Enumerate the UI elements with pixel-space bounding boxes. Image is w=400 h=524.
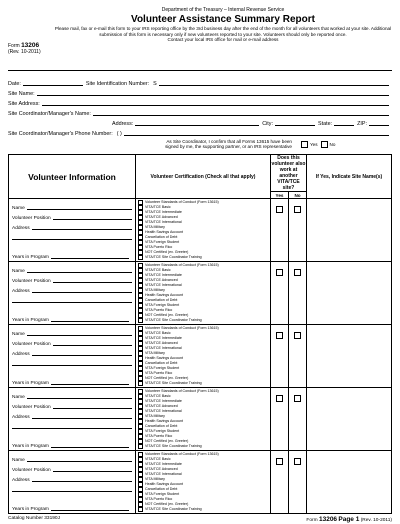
years-field[interactable] — [51, 315, 129, 322]
site-names-cell[interactable] — [307, 388, 392, 451]
volunteer-row — [9, 451, 392, 514]
site-name-field[interactable] — [37, 89, 389, 96]
footer-form-id — [306, 516, 392, 523]
certification-label: VITA Military — [145, 351, 165, 356]
phone-line — [124, 129, 389, 136]
site-name-label: Site Name: — [8, 91, 35, 97]
certification-label: VITA/TCE Advanced — [145, 341, 178, 346]
certification-label: Cancellation of Debt — [145, 487, 178, 492]
certification-label: Health Savings Account — [145, 356, 183, 361]
zip-label: ZIP: — [357, 121, 367, 127]
certification-label: VITA Foreign Student — [145, 240, 180, 245]
certification-cell — [136, 199, 271, 262]
col-certification: Volunteer Certification (Check all that apply) — [136, 155, 271, 199]
position-label: Volunteer Position — [12, 405, 51, 410]
certification-label: VITA/TCE Intermediate — [145, 336, 182, 341]
site-names-cell[interactable] — [307, 451, 392, 514]
certification-label: VITA Foreign Student — [145, 492, 180, 497]
certification-label: VITA/TCE International — [145, 346, 182, 351]
volunteer-row — [9, 262, 392, 325]
certification-label: VITA Foreign Student — [145, 429, 180, 434]
form-page — [8, 6, 392, 523]
other-site-no-checkbox[interactable] — [294, 206, 301, 213]
certification-label: VITA/TCE Advanced — [145, 467, 178, 472]
position-field[interactable] — [53, 276, 132, 283]
other-site-no-cell — [289, 451, 307, 514]
footer-revision: (Rev. 10-2011) — [360, 518, 392, 523]
position-field[interactable] — [53, 465, 132, 472]
department: Department of the Treasury – Internal Revenue Service — [161, 7, 285, 13]
certification-option[interactable] — [138, 381, 268, 386]
confirm-no-label: No — [329, 141, 336, 147]
certification-label: VITA/TCE Site Coordinator Training — [145, 507, 202, 512]
position-label: Volunteer Position — [12, 468, 51, 473]
certification-label: Volunteer Standards of Conduct (Form 13615) — [145, 452, 219, 457]
name-field[interactable] — [27, 392, 132, 399]
date-label: Date: — [8, 81, 21, 87]
confirm-no-checkbox[interactable] — [321, 141, 328, 148]
other-site-yes-cell — [271, 199, 289, 262]
certification-label: VITA Puerto Rico — [145, 245, 173, 250]
certification-label: Volunteer Standards of Conduct (Form 13615) — [145, 326, 219, 331]
certification-label: VITA/TCE International — [145, 472, 182, 477]
volunteer-info-cell — [9, 325, 136, 388]
other-site-yes-cell — [271, 451, 289, 514]
address-label: Address — [12, 415, 30, 420]
certification-list — [136, 262, 270, 324]
footer-form-label: Form — [306, 518, 318, 523]
certification-label: Cancellation of Debt — [145, 298, 178, 303]
address-field[interactable] — [32, 349, 132, 356]
certification-label: Volunteer Standards of Conduct (Form 13615) — [145, 263, 219, 268]
volunteer-row — [9, 388, 392, 451]
other-site-yes-cell — [271, 325, 289, 388]
certification-checkbox[interactable] — [138, 381, 143, 386]
name-label: Name — [12, 332, 25, 337]
coordinator-confirmation — [8, 137, 392, 151]
certification-list — [136, 199, 270, 261]
site-names-cell[interactable] — [307, 199, 392, 262]
certification-label: VITA Puerto Rico — [145, 497, 173, 502]
years-label: Years in Program — [12, 444, 49, 449]
certification-label: VITA Military — [145, 225, 165, 230]
years-label: Years in Program — [12, 381, 49, 386]
certification-label: VITA/TCE Basic — [145, 331, 171, 336]
certification-label: NOT Certified (ex. Greeter) — [145, 439, 189, 444]
name-label: Name — [12, 206, 25, 211]
years-label: Years in Program — [12, 507, 49, 512]
date-field[interactable] — [23, 79, 83, 86]
other-site-no-checkbox[interactable] — [294, 395, 301, 402]
other-site-yes-checkbox[interactable] — [276, 269, 283, 276]
site-fields — [8, 77, 392, 137]
address-field[interactable] — [32, 286, 132, 293]
other-site-yes-checkbox[interactable] — [276, 332, 283, 339]
site-address-field[interactable] — [42, 99, 389, 106]
certification-label: Volunteer Standards of Conduct (Form 13615) — [145, 389, 219, 394]
name-field[interactable] — [27, 455, 132, 462]
coordinator-name-field[interactable] — [93, 109, 389, 116]
years-field[interactable] — [51, 378, 129, 385]
confirm-yes-label: Yes — [310, 141, 318, 147]
certification-label: VITA/TCE Advanced — [145, 215, 178, 220]
site-names-cell[interactable] — [307, 325, 392, 388]
certification-label: VITA/TCE Intermediate — [145, 210, 182, 215]
name-field[interactable] — [27, 266, 132, 273]
col-other-site: Does this volunteer also work at another VITA/TCE site? — [271, 155, 306, 191]
volunteer-row — [9, 325, 392, 388]
address-label: Address — [12, 289, 30, 294]
page-number: Page 1 — [338, 516, 360, 523]
other-site-no-cell — [289, 199, 307, 262]
certification-label: VITA/TCE Basic — [145, 205, 171, 210]
address-field[interactable] — [32, 475, 132, 482]
col-volunteer-info: Volunteer Information — [9, 155, 136, 199]
phone-field[interactable]: ( ) — [116, 131, 122, 137]
form-footer — [8, 516, 392, 523]
years-label: Years in Program — [12, 255, 49, 260]
address-label: Address — [12, 226, 30, 231]
volunteer-info-cell — [9, 262, 136, 325]
certification-label: Cancellation of Debt — [145, 424, 178, 429]
name-label: Name — [12, 395, 25, 400]
certification-label: VITA/TCE International — [145, 409, 182, 414]
city-field[interactable] — [275, 119, 315, 126]
form-id — [8, 6, 54, 70]
header-main — [54, 6, 392, 70]
phone-label: Site Coordinator/Manager's Phone Number: — [8, 131, 113, 137]
certification-label: NOT Certified (ex. Greeter) — [145, 376, 189, 381]
other-site-no-checkbox[interactable] — [294, 269, 301, 276]
form-title: Volunteer Assistance Summary Report — [131, 14, 315, 26]
certification-option[interactable] — [138, 318, 268, 323]
certification-option[interactable] — [138, 444, 268, 449]
address-label: Address: — [112, 121, 134, 127]
address-field-2[interactable] — [12, 296, 132, 303]
position-label: Volunteer Position — [12, 279, 51, 284]
position-label: Volunteer Position — [12, 216, 51, 221]
confirmation-text: As Site Coordinator, I confirm that all Forms 13615 have been signed by me, the supporting partner, or an IRS representative — [165, 139, 292, 149]
certification-label: VITA/TCE Basic — [145, 457, 171, 462]
certification-cell — [136, 388, 271, 451]
zip-field[interactable] — [369, 119, 389, 126]
certification-label: Volunteer Standards of Conduct (Form 13615) — [145, 200, 219, 205]
certification-label: VITA/TCE Site Coordinator Training — [145, 318, 202, 323]
certification-label: VITA/TCE Intermediate — [145, 462, 182, 467]
address-field-2[interactable] — [12, 359, 132, 366]
catalog-number: Catalog Number 33190J — [8, 516, 60, 521]
other-site-yes-checkbox[interactable] — [276, 395, 283, 402]
certification-label: VITA Foreign Student — [145, 366, 180, 371]
position-field[interactable] — [53, 213, 132, 220]
years-field[interactable] — [51, 252, 129, 259]
certification-label: VITA Puerto Rico — [145, 308, 173, 313]
site-id-field[interactable] — [159, 79, 389, 86]
certification-label: VITA/TCE Basic — [145, 394, 171, 399]
certification-list — [136, 388, 270, 450]
form-revision: (Rev. 10-2011) — [8, 49, 41, 55]
confirm-yes-checkbox[interactable] — [301, 141, 308, 148]
position-label: Volunteer Position — [12, 342, 51, 347]
site-id-prefix: S — [153, 81, 157, 87]
address-field-2[interactable] — [12, 485, 132, 492]
position-field[interactable] — [53, 339, 132, 346]
volunteer-info-cell — [9, 199, 136, 262]
certification-cell — [136, 262, 271, 325]
name-label: Name — [12, 269, 25, 274]
other-site-no-cell — [289, 388, 307, 451]
certification-label: VITA/TCE Advanced — [145, 278, 178, 283]
volunteer-table — [8, 154, 392, 514]
certification-cell — [136, 451, 271, 514]
address-field-2[interactable] — [12, 422, 132, 429]
certification-label: Health Savings Account — [145, 419, 183, 424]
volunteer-row — [9, 199, 392, 262]
certification-label: VITA Military — [145, 414, 165, 419]
volunteer-info-cell — [9, 451, 136, 514]
certification-checkbox[interactable] — [138, 444, 143, 449]
years-label: Years in Program — [12, 318, 49, 323]
certification-label: VITA/TCE International — [145, 283, 182, 288]
certification-label: VITA/TCE International — [145, 220, 182, 225]
contact-note: Contact your local IRS office for mail or e-mail address — [167, 37, 279, 43]
certification-option[interactable] — [138, 255, 268, 260]
certification-label: VITA Puerto Rico — [145, 434, 173, 439]
certification-label: VITA/TCE Site Coordinator Training — [145, 255, 202, 260]
certification-label: NOT Certified (ex. Greeter) — [145, 313, 189, 318]
certification-label: VITA/TCE Advanced — [145, 404, 178, 409]
position-field[interactable] — [53, 402, 132, 409]
certification-label: Health Savings Account — [145, 293, 183, 298]
coordinator-address-field[interactable] — [135, 119, 259, 126]
address-field-2[interactable] — [12, 233, 132, 240]
state-label: State: — [318, 121, 333, 127]
certification-label: NOT Certified (ex. Greeter) — [145, 502, 189, 507]
footer-form-number: 13206 — [318, 516, 338, 523]
address-label: Address — [12, 352, 30, 357]
other-site-yes-checkbox[interactable] — [276, 458, 283, 465]
certification-label: VITA/TCE Site Coordinator Training — [145, 381, 202, 386]
certification-label: Cancellation of Debt — [145, 361, 178, 366]
other-site-no-checkbox[interactable] — [294, 458, 301, 465]
certification-label: Health Savings Account — [145, 230, 183, 235]
other-site-no-cell — [289, 325, 307, 388]
site-id-label: Site Identification Number: — [85, 81, 150, 87]
instructions: Please mail, fax or e-mail this form to your IRS reporting office by the 3rd business day after the end of the month for all volunteers that worked at your site. Additional submission of this form is necessary only if new volunteers reported to your site. Volunteers should only be reported once. — [54, 26, 392, 37]
state-field[interactable] — [334, 119, 354, 126]
certification-option[interactable] — [138, 507, 268, 512]
certification-label: VITA/TCE Intermediate — [145, 273, 182, 278]
col-no: No — [289, 192, 307, 199]
certification-checkbox[interactable] — [138, 318, 143, 323]
certification-label: NOT Certified (ex. Greeter) — [145, 250, 189, 255]
form-label: Form — [8, 43, 20, 49]
certification-checkbox[interactable] — [138, 507, 143, 512]
site-address-label: Site Address: — [8, 101, 40, 107]
other-site-yes-cell — [271, 388, 289, 451]
volunteer-info-cell — [9, 388, 136, 451]
certification-label: Health Savings Account — [145, 482, 183, 487]
address-field[interactable] — [32, 223, 132, 230]
certification-list — [136, 451, 270, 513]
other-site-yes-cell — [271, 262, 289, 325]
certification-checkbox[interactable] — [138, 255, 143, 260]
certification-label: VITA/TCE Basic — [145, 268, 171, 273]
certification-label: Cancellation of Debt — [145, 235, 178, 240]
coordinator-name-label: Site Coordinator/Manager's Name: — [8, 111, 91, 117]
address-field[interactable] — [32, 412, 132, 419]
certification-label: VITA Foreign Student — [145, 303, 180, 308]
city-label: City: — [262, 121, 274, 127]
years-field[interactable] — [51, 504, 129, 511]
certification-label: VITA Military — [145, 477, 165, 482]
other-site-no-cell — [289, 262, 307, 325]
certification-list — [136, 325, 270, 387]
form-header — [8, 6, 392, 71]
certification-cell — [136, 325, 271, 388]
years-field[interactable] — [51, 441, 129, 448]
name-label: Name — [12, 458, 25, 463]
certification-label: VITA/TCE Site Coordinator Training — [145, 444, 202, 449]
col-yes: Yes — [271, 192, 289, 199]
name-field[interactable] — [27, 203, 132, 210]
certification-label: VITA Puerto Rico — [145, 371, 173, 376]
form-number: 13206 — [21, 42, 40, 49]
col-site-names: If Yes, Indicate Site Name(s) — [307, 155, 392, 199]
other-site-no-checkbox[interactable] — [294, 332, 301, 339]
other-site-yes-checkbox[interactable] — [276, 206, 283, 213]
name-field[interactable] — [27, 329, 132, 336]
certification-label: VITA Military — [145, 288, 165, 293]
site-names-cell[interactable] — [307, 262, 392, 325]
certification-label: VITA/TCE Intermediate — [145, 399, 182, 404]
address-label: Address — [12, 478, 30, 483]
